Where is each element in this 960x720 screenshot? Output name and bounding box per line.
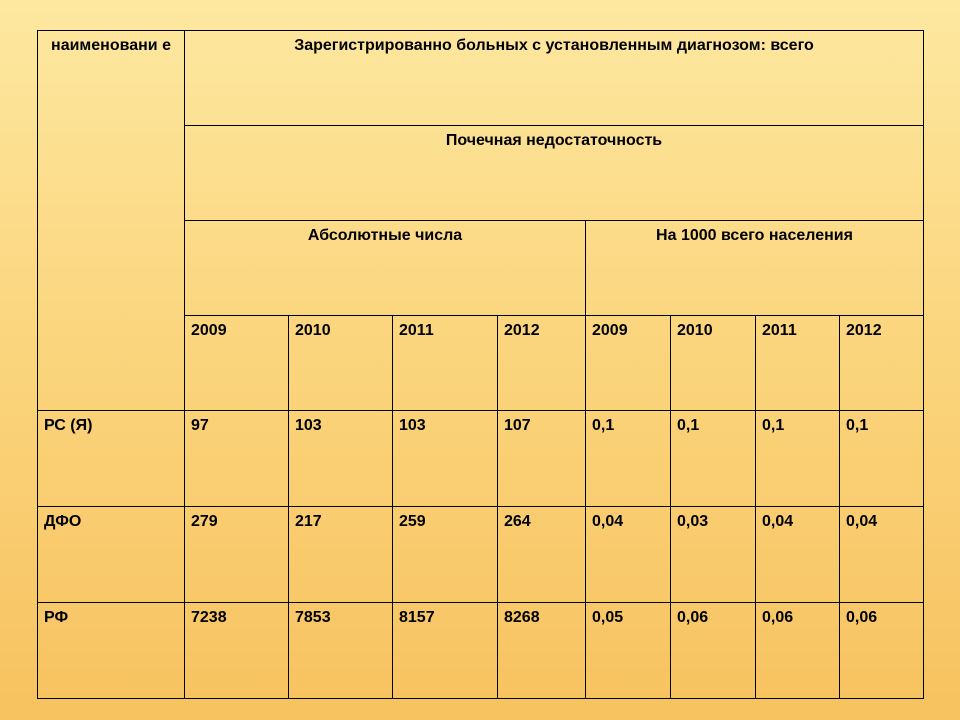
table-cell: 0,06: [840, 603, 924, 699]
table-cell: 0,04: [586, 507, 671, 603]
table-row: [38, 507, 924, 603]
table-cell: 0,04: [756, 507, 840, 603]
table-cell: 8268: [498, 603, 586, 699]
table-cell: 0,1: [671, 411, 756, 507]
table-cell: 103: [289, 411, 393, 507]
table-cell: 0,1: [840, 411, 924, 507]
per-1000-header: На 1000 всего населения: [586, 221, 924, 316]
table-cell: 7238: [185, 603, 289, 699]
table-cell: 0,03: [671, 507, 756, 603]
registered-header: Зарегистрированно больных с установленным диагнозом: всего: [185, 31, 924, 126]
table-cell: 0,04: [840, 507, 924, 603]
year-header: 2011: [756, 316, 840, 411]
year-header: 2012: [840, 316, 924, 411]
table-cell: 0,05: [586, 603, 671, 699]
table-cell: 107: [498, 411, 586, 507]
table-cell: 259: [393, 507, 498, 603]
row-name: РС (Я): [38, 411, 185, 507]
table-cell: 97: [185, 411, 289, 507]
table-cell: 0,06: [756, 603, 840, 699]
year-header: 2009: [185, 316, 289, 411]
year-header: 2012: [498, 316, 586, 411]
table-cell: 7853: [289, 603, 393, 699]
table-cell: 0,1: [586, 411, 671, 507]
year-header: 2011: [393, 316, 498, 411]
table-row: [38, 603, 924, 699]
table-cell: 0,06: [671, 603, 756, 699]
renal-failure-table: [37, 30, 924, 699]
row-name: РФ: [38, 603, 185, 699]
year-header: 2010: [289, 316, 393, 411]
table-cell: 217: [289, 507, 393, 603]
row-name: ДФО: [38, 507, 185, 603]
name-column-header: наименовани е: [38, 31, 185, 411]
disease-header: Почечная недостаточность: [185, 126, 924, 221]
table-cell: 279: [185, 507, 289, 603]
table-row: [38, 411, 924, 507]
table-cell: 8157: [393, 603, 498, 699]
year-header: 2009: [586, 316, 671, 411]
year-header: 2010: [671, 316, 756, 411]
table-cell: 0,1: [756, 411, 840, 507]
absolute-numbers-header: Абсолютные числа: [185, 221, 586, 316]
table-cell: 264: [498, 507, 586, 603]
table-cell: 103: [393, 411, 498, 507]
